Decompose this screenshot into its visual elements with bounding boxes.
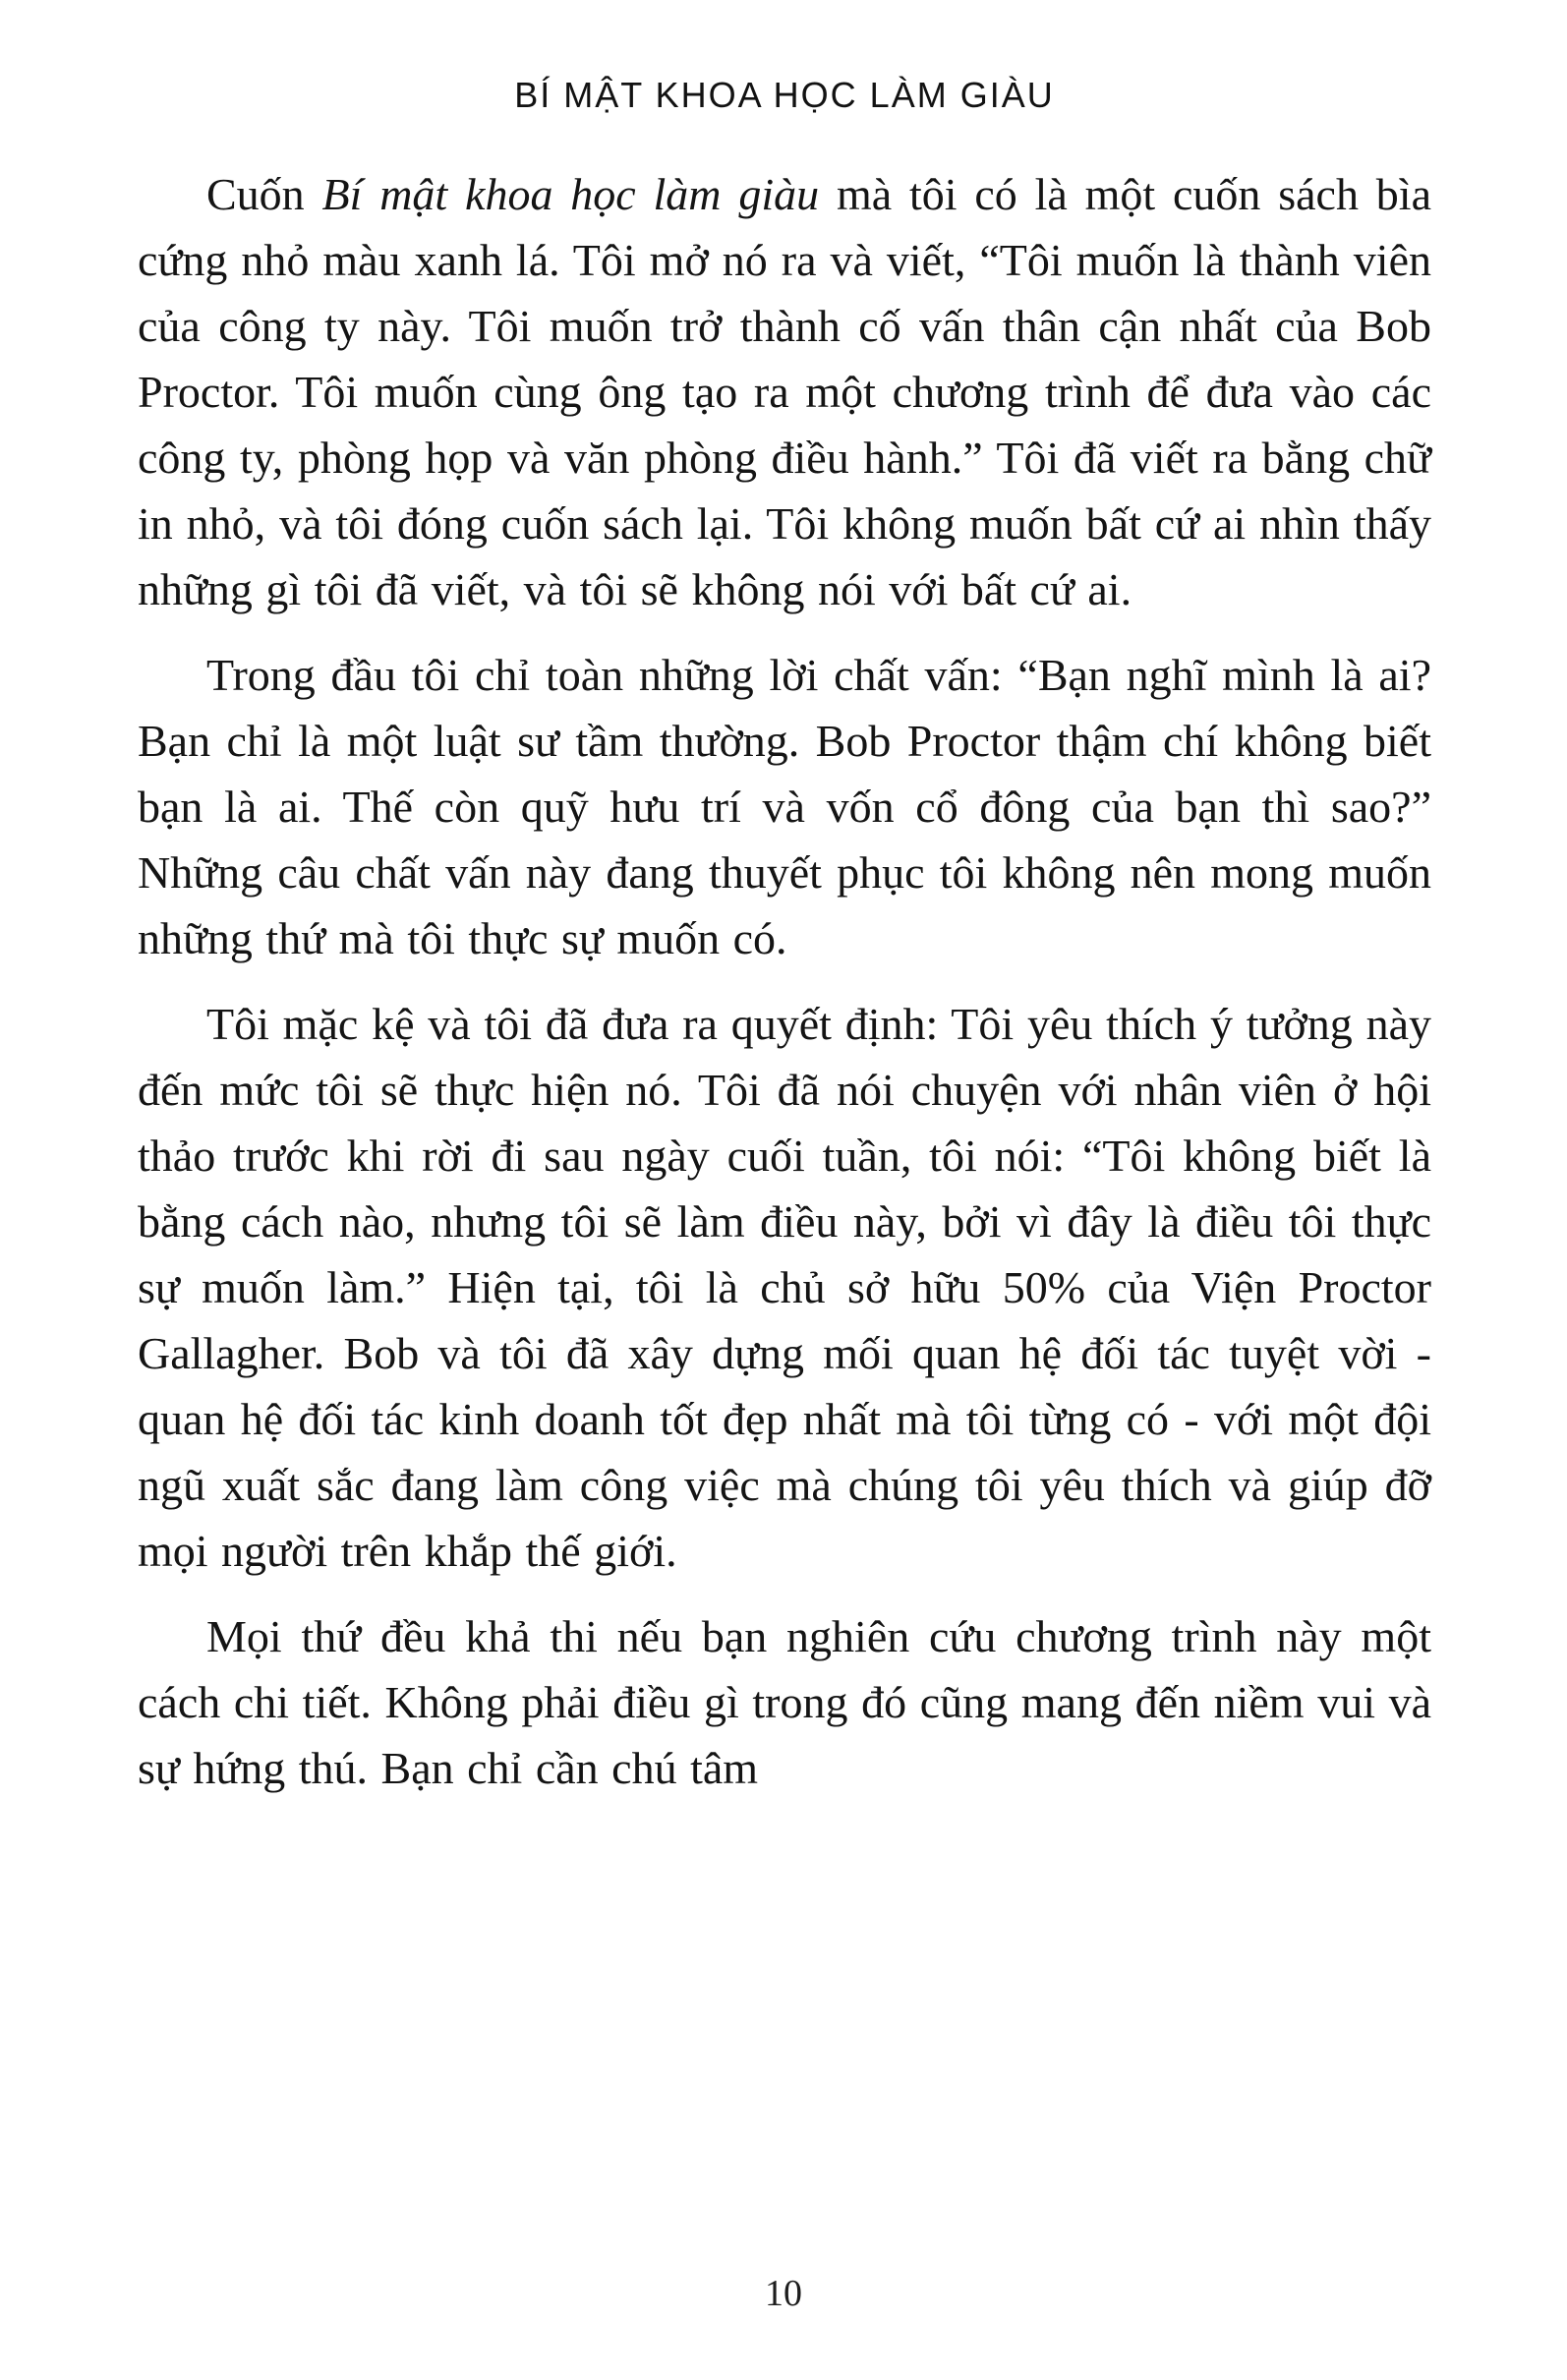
paragraph bbox=[138, 991, 1431, 1584]
running-head: BÍ MẬT KHOA HỌC LÀM GIÀU bbox=[514, 75, 1055, 115]
paragraph bbox=[138, 642, 1431, 971]
page-number: 10 bbox=[765, 2273, 802, 2314]
paragraph bbox=[138, 161, 1431, 622]
text-run: Tôi mặc kệ và tôi đã đưa ra quyết định: Tôi yêu thích ý tưởng này đến mức tôi sẽ thực hiện nó. Tôi đã nói chuyện với nhân viên ở hội thảo trước khi rời đi sau ngày cuối tuần, tôi nói: “Tôi không biết là bằng cách nào, nhưng tôi sẽ làm điều này, bởi vì đây là điều tôi thực sự muốn làm.” Hiện tại, tôi là chủ sở hữu 50% của Viện Proctor Gallagher. Bob và tôi đã xây dựng mối quan hệ đối tác tuyệt vời - quan hệ đối tác kinh doanh tốt đẹp nhất mà tôi từng có - với một đội ngũ xuất sắc đang làm công việc mà chúng tôi yêu thích và giúp đỡ mọi người trên khắp thế giới. bbox=[138, 999, 1431, 1576]
text-run: Trong đầu tôi chỉ toàn những lời chất vấn: “Bạn nghĩ mình là ai? Bạn chỉ là một luật sư tầm thường. Bob Proctor thậm chí không biết bạn là ai. Thế còn quỹ hưu trí và vốn cổ đông của bạn thì sao?” Những câu chất vấn này đang thuyết phục tôi không nên mong muốn những thứ mà tôi thực sự muốn có. bbox=[138, 650, 1431, 963]
text-run: Mọi thứ đều khả thi nếu bạn nghiên cứu chương trình này một cách chi tiết. Không phải điều gì trong đó cũng mang đến niềm vui và sự hứng thú. Bạn chỉ cần chú tâm bbox=[138, 1611, 1431, 1793]
text-run: Cuốn bbox=[206, 169, 322, 219]
paragraph bbox=[138, 1603, 1431, 1801]
italic-text-run: Bí mật khoa học làm giàu bbox=[321, 169, 820, 219]
text-run: mà tôi có là một cuốn sách bìa cứng nhỏ màu xanh lá. Tôi mở nó ra và viết, “Tôi muốn là thành viên của công ty này. Tôi muốn trở thành cố vấn thân cận nhất của Bob Proctor. Tôi muốn cùng ông tạo ra một chương trình để đưa vào các công ty, phòng họp và văn phòng điều hành.” Tôi đã viết ra bằng chữ in nhỏ, và tôi đóng cuốn sách lại. Tôi không muốn bất cứ ai nhìn thấy những gì tôi đã viết, và tôi sẽ không nói với bất cứ ai. bbox=[138, 169, 1431, 614]
body-text bbox=[138, 161, 1431, 1801]
